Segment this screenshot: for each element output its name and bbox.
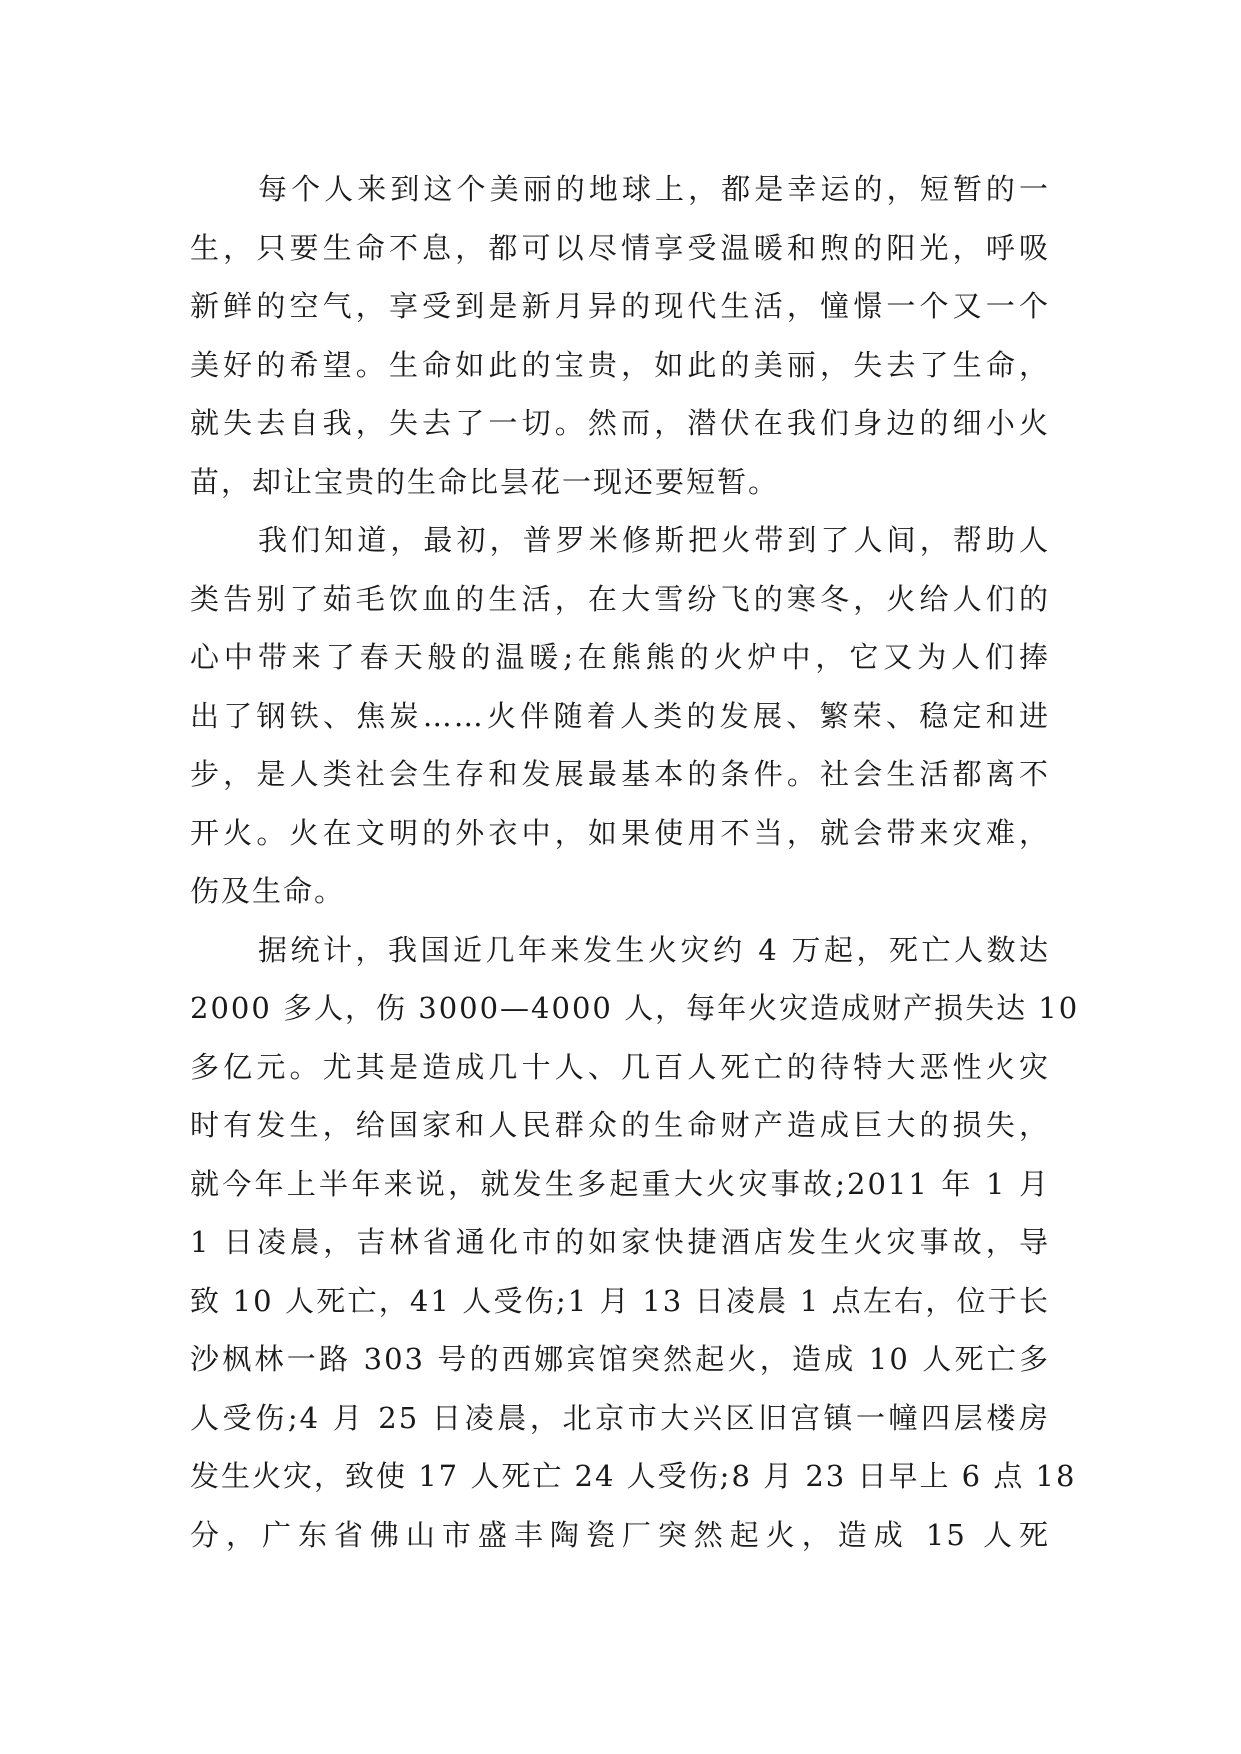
paragraph-line: 类告别了茹毛饮血的生活，在大雪纷飞的寒冬，火给人们的 [190,581,1050,616]
document-body [190,160,1080,1564]
paragraph-line: 发生火灾，致使 17 人死亡 24 人受伤;8 月 23 日早上 6 点 18 [190,1459,1077,1493]
paragraph-line: 步，是人类社会生存和发展最基本的条件。社会生活都离不 [190,757,1050,791]
paragraph-line: 就今年上半年来说，就发生多起重大火灾事故;2011 年 1 月 [190,1166,1050,1201]
paragraph-3 [190,921,1080,1565]
paragraph-line: 出了钢铁、焦炭……火伴随着人类的发展、繁荣、稳定和进 [190,698,1050,733]
paragraph-line: 沙枫林一路 303 号的西娜宾馆突然起火，造成 10 人死亡多 [190,1342,1050,1376]
paragraph-line: 据统计，我国近几年来发生火灾约 4 万起，死亡人数达 [258,932,1050,967]
paragraph-line: 伤及生命。 [190,874,346,908]
paragraph-2 [190,511,1050,921]
paragraph-line: 致 10 人死亡，41 人受伤;1 月 13 日凌晨 1 点左右，位于长 [190,1283,1050,1318]
paragraph-line: 生，只要生命不息，都可以尽情享受温暖和煦的阳光，呼吸 [190,230,1050,265]
paragraph-line: 苗，却让宝贵的生命比昙花一现还要短暂。 [190,464,780,499]
paragraph-line: 2000 多人，伤 3000—4000 人，每年火灾造成财产损失达 10 [190,991,1080,1025]
paragraph-line: 美好的希望。生命如此的宝贵，如此的美丽，失去了生命， [190,347,1050,382]
paragraph-line: 开火。火在文明的外衣中，如果使用不当，就会带来灾难， [190,815,1050,850]
paragraph-line: 就失去自我，失去了一切。然而，潜伏在我们身边的细小火 [190,406,1050,440]
paragraph-line: 多亿元。尤其是造成几十人、几百人死亡的待特大恶性火灾 [190,1049,1050,1084]
paragraph-line: 分，广东省佛山市盛丰陶瓷厂突然起火，造成 15 人死 [190,1517,1050,1552]
paragraph-line: 新鲜的空气，享受到是新月异的现代生活，憧憬一个又一个 [190,289,1050,323]
paragraph-line: 每个人来到这个美丽的地球上，都是幸运的，短暂的一 [258,172,1050,206]
paragraph-line: 心中带来了春天般的温暖;在熊熊的火炉中，它又为人们捧 [190,640,1050,674]
paragraph-line: 1 日凌晨，吉林省通化市的如家快捷酒店发生火灾事故，导 [190,1225,1050,1259]
paragraph-1 [190,160,1050,511]
paragraph-line: 时有发生，给国家和人民群众的生命财产造成巨大的损失， [190,1108,1050,1142]
paragraph-line: 我们知道，最初，普罗米修斯把火带到了人间，帮助人 [258,523,1050,557]
paragraph-line: 人受伤;4 月 25 日凌晨，北京市大兴区旧宫镇一幢四层楼房 [190,1400,1050,1435]
